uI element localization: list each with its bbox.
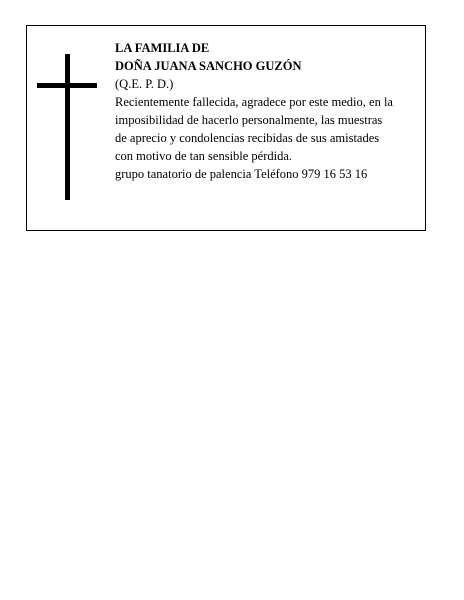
notice-text bbox=[115, 39, 423, 183]
heading-family: LA FAMILIA DE bbox=[115, 41, 210, 55]
message-line-4: con motivo de tan sensible pérdida. bbox=[115, 149, 293, 163]
cross-vertical-bar bbox=[65, 54, 70, 200]
qepd-text: (Q.E. P. D.) bbox=[115, 77, 174, 91]
heading-deceased-name: DOÑA JUANA SANCHO GUZÓN bbox=[115, 59, 302, 73]
contact-line: grupo tanatorio de palencia Teléfono 979 16 53 16 bbox=[115, 167, 368, 181]
cross-icon bbox=[37, 54, 97, 200]
message-line-2: imposibilidad de hacerlo personalmente, las muestras bbox=[115, 113, 383, 127]
cross-horizontal-bar bbox=[37, 83, 97, 88]
message-line-1: Recientemente fallecida, agradece por este medio, en la bbox=[115, 95, 393, 109]
obituary-notice bbox=[26, 25, 426, 231]
message-line-3: de aprecio y condolencias recibidas de sus amistades bbox=[115, 131, 380, 145]
